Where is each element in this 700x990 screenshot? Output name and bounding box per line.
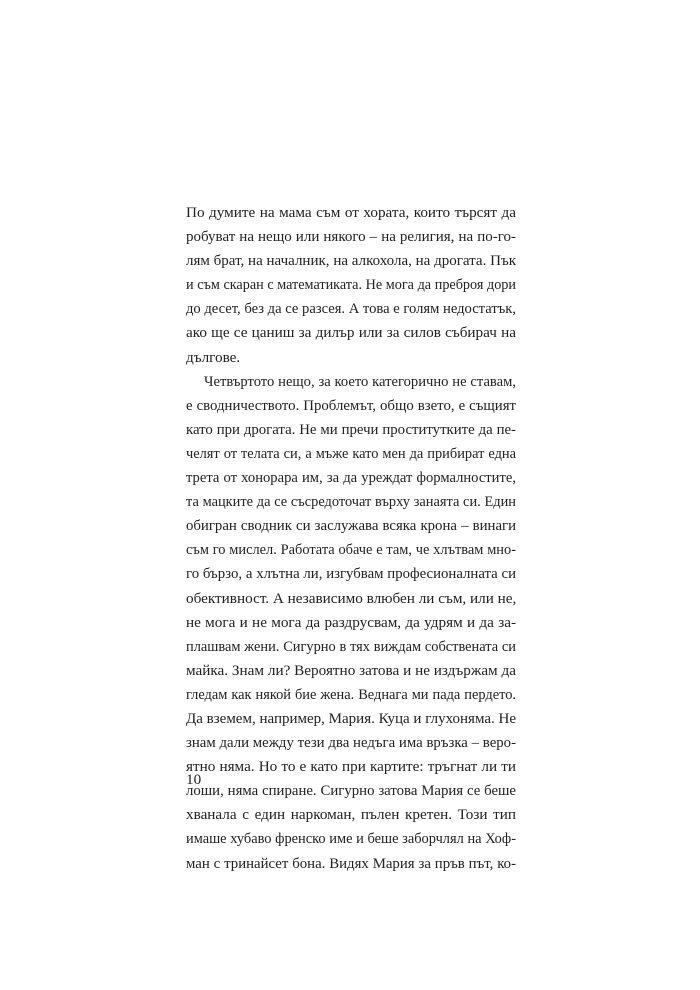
- text-line: та мацките да се съсредоточат върху занаята си. Един: [186, 494, 516, 511]
- text-line: е сводничеството. Проблемът, общо взето, е същият: [186, 397, 516, 414]
- text-line: ятно няма. Но то е като при картите: тръгнат ли ти: [186, 758, 516, 776]
- text-line: Четвъртото нещо, за което категорично не ставам,: [204, 373, 516, 390]
- text-line: плашвам жени. Сигурно в тях виждам собствената си: [186, 638, 516, 655]
- body-text: [186, 201, 516, 924]
- text-line: не мога и не мога да раздрусвам, да удрям и да за-: [186, 613, 516, 631]
- text-line: По думите на мама съм от хората, които търсят да: [186, 204, 516, 221]
- text-line: ман с тринайсет бона. Видях Мария за пръв път, ко-: [186, 855, 516, 872]
- text-line: имаше хубаво френско име и беше заборчлял на Хоф-: [186, 831, 516, 848]
- text-line: обигран сводник си заслужава всяка крона – винаги: [186, 518, 516, 535]
- text-line: обективност. А независимо влюбен ли съм, или не,: [186, 589, 517, 607]
- text-line: съм го мислел. Работата обаче е там, че хлътвам мно-: [186, 542, 516, 559]
- text-line: като при дрогата. Не ми пречи проститутките да пе-: [186, 421, 516, 438]
- text-line: дългове.: [186, 348, 241, 366]
- text-line: до десет, без да се разсея. А това е голям недостатък,: [186, 301, 516, 318]
- text-line: го бързо, а хлътна ли, изгубвам професионалната си: [186, 566, 516, 583]
- text-line: ако ще се цаниш за дилър или за силов събирач на: [186, 324, 516, 342]
- text-line: трета от хонорара им, за да уреждат формалностите,: [186, 470, 516, 487]
- text-line: майка. Знам ли? Вероятно затова и не издържам да: [186, 661, 516, 679]
- text-line: лям брат, на началник, на алкохола, на дрогата. Пък: [186, 253, 516, 270]
- text-line: лоши, няма спиране. Сигурно затова Мария се беше: [186, 783, 516, 800]
- paragraph-1: [186, 201, 516, 370]
- text-line: [186, 876, 516, 900]
- text-line: челят от телата си, а мъже като мен да прибират една: [186, 445, 516, 462]
- paragraph-2: [186, 370, 516, 924]
- text-line: хванала с един наркоман, пълен кретен. Този тип: [186, 806, 516, 824]
- text-line: [186, 900, 516, 924]
- text-line: и съм скаран с математиката. Не мога да преброя дори: [186, 277, 516, 294]
- text-line: знам дали между тези два недъга има връзка – веро-: [186, 735, 516, 752]
- text-line: Да вземем, например, Мария. Куца и глухоняма. Не: [186, 710, 516, 727]
- text-line: робуват на нещо или някого – на религия, на по-го-: [186, 229, 516, 246]
- text-line: гледам как някой бие жена. Веднага ми пада пердето.: [186, 686, 516, 703]
- page-number: 10: [186, 771, 202, 788]
